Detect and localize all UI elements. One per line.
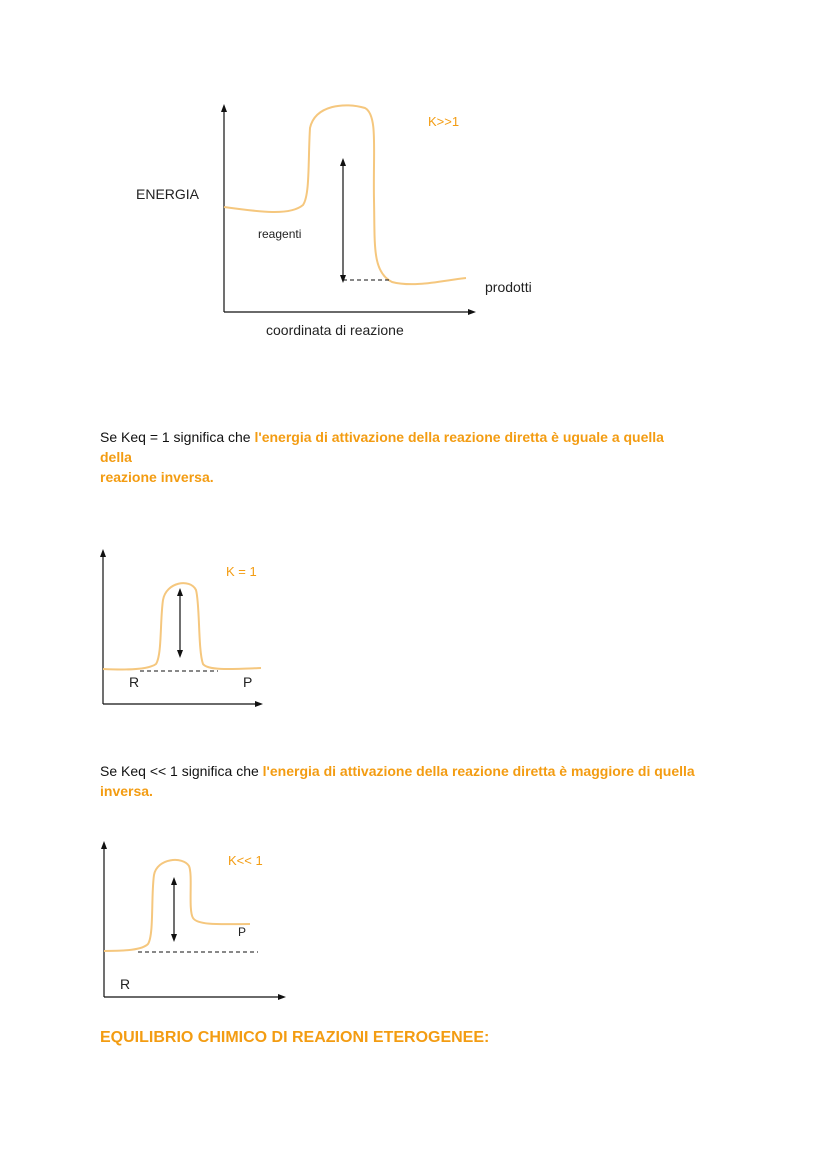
energy-curve	[104, 860, 250, 951]
paragraph2-highlight: l'energia di attivazione della reazione diretta è maggiore di quella inversa.	[100, 763, 695, 799]
y-axis-arrow	[101, 841, 107, 849]
k-label-2: K = 1	[226, 564, 257, 579]
products-label: prodotti	[485, 279, 532, 295]
activation-arrow-head-bottom	[171, 934, 177, 942]
reactants-label: reagenti	[258, 227, 302, 241]
paragraph1-highlight-line2: della	[100, 449, 132, 465]
reactants-label-r: R	[129, 674, 140, 690]
paragraph2-prefix: Se Keq << 1 significa che	[100, 763, 263, 779]
paragraph1-highlight-line1: l'energia di attivazione della reazione diretta è uguale a quella	[254, 429, 664, 445]
k-label-1: K>>1	[428, 114, 460, 129]
section-heading: EQUILIBRIO CHIMICO DI REAZIONI ETEROGENEE:	[100, 1029, 490, 1046]
paragraph1-highlight-line3: reazione inversa.	[100, 469, 214, 485]
energy-axis-label: ENERGIA	[136, 186, 200, 202]
paragraph1-prefix: Se Keq = 1 significa che	[100, 429, 255, 445]
products-label-p: P	[238, 925, 247, 939]
k-label-3: K<< 1	[228, 853, 263, 868]
products-label-p: P	[243, 674, 253, 690]
reaction-coordinate-label: coordinata di reazione	[266, 322, 404, 338]
activation-arrow-head-top	[171, 877, 177, 885]
x-axis-arrow	[278, 994, 286, 1000]
reactants-label-r: R	[120, 976, 131, 992]
